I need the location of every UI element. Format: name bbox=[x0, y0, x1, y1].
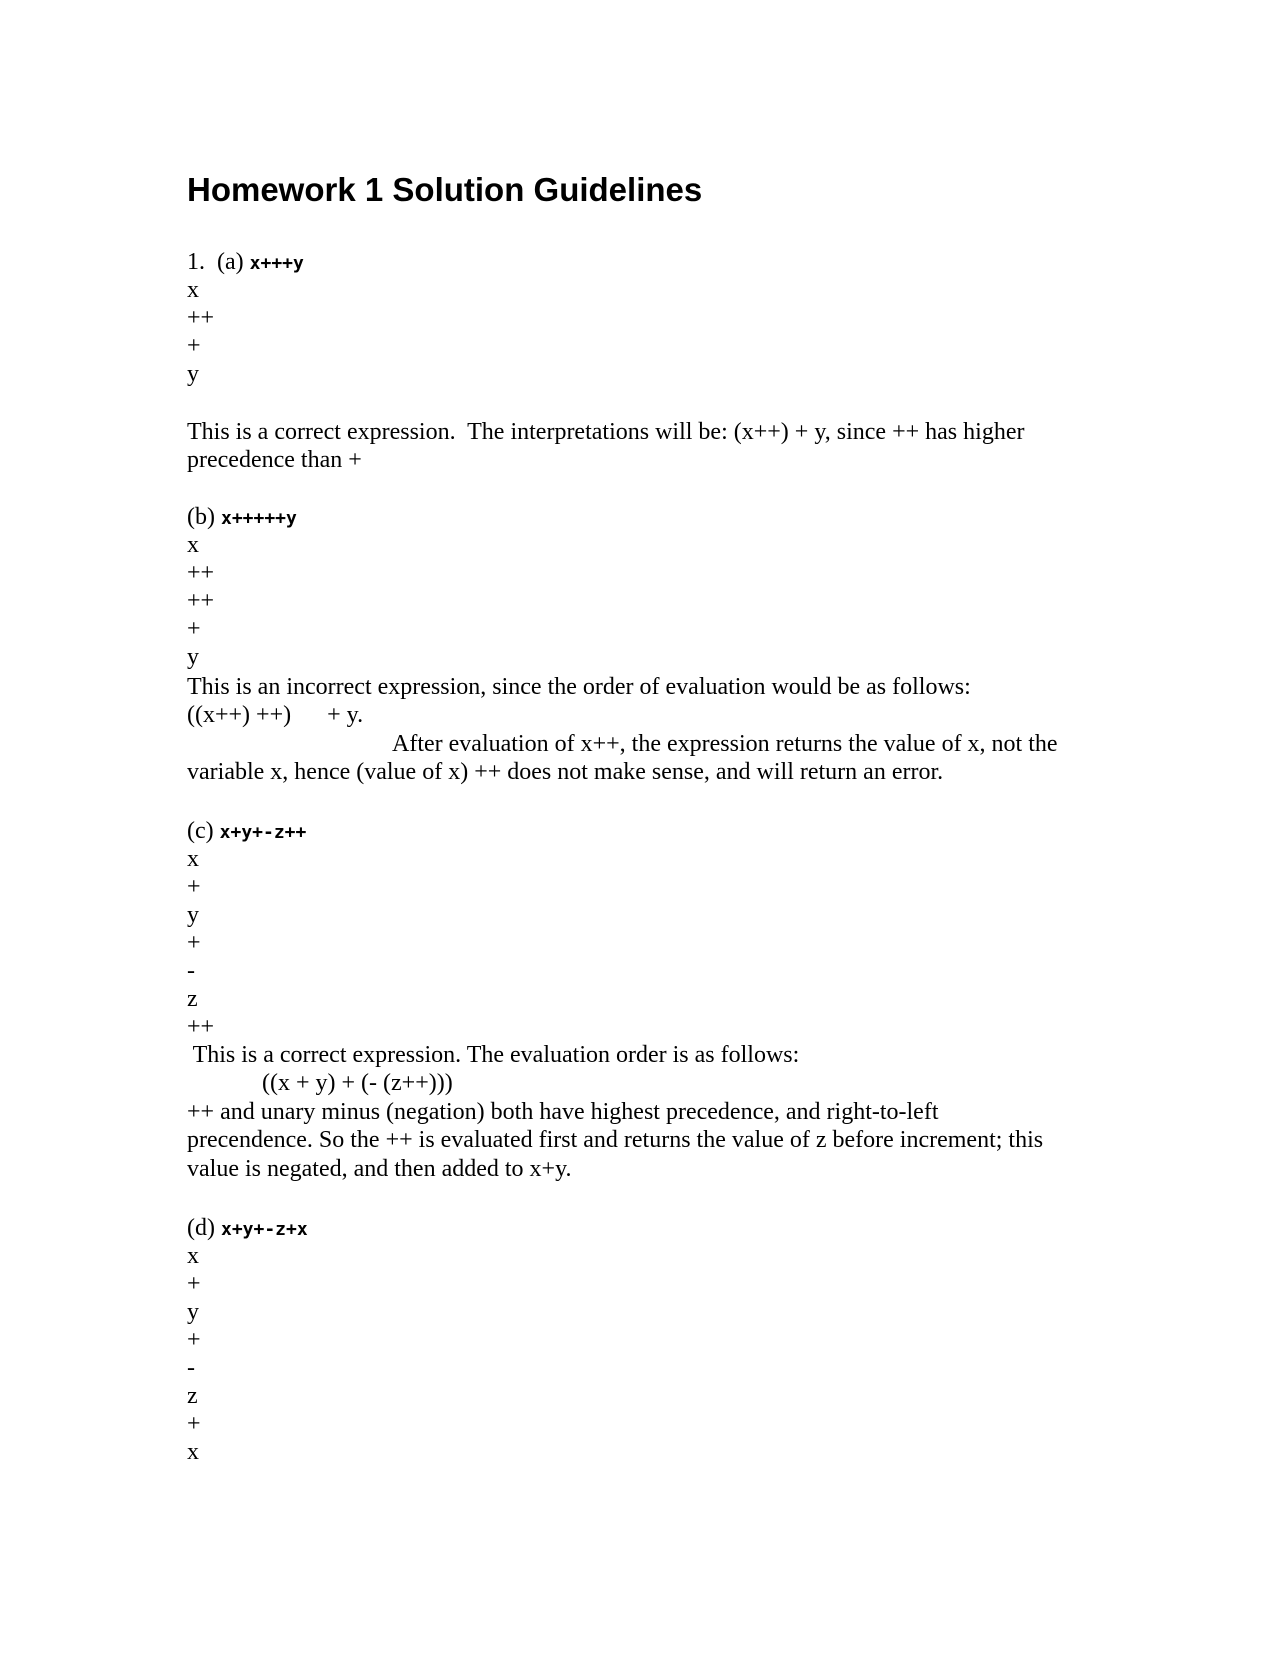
token: + bbox=[187, 1327, 201, 1353]
token: - bbox=[187, 1355, 195, 1381]
token: + bbox=[187, 1271, 201, 1297]
question-c-heading bbox=[187, 817, 306, 847]
question-b-text-line-2: ((x++) ++) + y. bbox=[187, 702, 364, 728]
token: + bbox=[187, 1411, 201, 1437]
question-c-expression: x+y+-z++ bbox=[219, 822, 307, 843]
token: x bbox=[187, 532, 199, 558]
token: + bbox=[187, 930, 201, 956]
question-c-text-line-2: ((x + y) + (- (z++))) bbox=[262, 1070, 453, 1096]
question-a-label: 1. (a) bbox=[187, 249, 250, 275]
question-a-expression: x+++y bbox=[249, 253, 304, 274]
question-c-text-line-5: value is negated, and then added to x+y. bbox=[187, 1156, 572, 1182]
question-a-text-line-2: precedence than + bbox=[187, 447, 362, 473]
token: x bbox=[187, 846, 199, 872]
token: x bbox=[187, 277, 199, 303]
token: x bbox=[187, 1439, 199, 1465]
question-d-heading bbox=[187, 1214, 308, 1244]
page-title: Homework 1 Solution Guidelines bbox=[187, 171, 703, 208]
question-a-heading bbox=[187, 248, 304, 278]
token: - bbox=[187, 958, 195, 984]
question-b-text-line-4: variable x, hence (value of x) ++ does not make sense, and will return an error. bbox=[187, 759, 944, 785]
token: ++ bbox=[187, 588, 215, 614]
question-c-text-line-4: precendence. So the ++ is evaluated first and returns the value of z before increment; this bbox=[187, 1127, 1044, 1153]
question-c-text-line-1: This is a correct expression. The evaluation order is as follows: bbox=[187, 1042, 800, 1068]
token: z bbox=[187, 986, 198, 1012]
token: + bbox=[187, 333, 201, 359]
token: ++ bbox=[187, 305, 215, 331]
question-b-heading bbox=[187, 503, 297, 533]
token: + bbox=[187, 616, 201, 642]
token: z bbox=[187, 1383, 198, 1409]
token: y bbox=[187, 1299, 199, 1325]
token: y bbox=[187, 644, 199, 670]
token: + bbox=[187, 874, 201, 900]
token: ++ bbox=[187, 1014, 215, 1040]
token: y bbox=[187, 902, 199, 928]
question-d-expression: x+y+-z+x bbox=[220, 1219, 308, 1240]
question-d-label: (d) bbox=[187, 1215, 221, 1241]
question-b-text-line-1: This is an incorrect expression, since the order of evaluation would be as follows: bbox=[187, 674, 971, 700]
question-c-text-line-3: ++ and unary minus (negation) both have highest precedence, and right-to-left bbox=[187, 1099, 939, 1125]
question-c-label: (c) bbox=[187, 818, 220, 844]
token: y bbox=[187, 361, 199, 387]
question-b-label: (b) bbox=[187, 504, 221, 530]
question-b-text-line-3: After evaluation of x++, the expression returns the value of x, not the bbox=[392, 731, 1058, 757]
question-a-text-line-1: This is a correct expression. The interpretations will be: (x++) + y, since ++ has higher bbox=[187, 419, 1025, 445]
token: x bbox=[187, 1243, 199, 1269]
question-b-expression: x+++++y bbox=[220, 508, 297, 529]
token: ++ bbox=[187, 560, 215, 586]
